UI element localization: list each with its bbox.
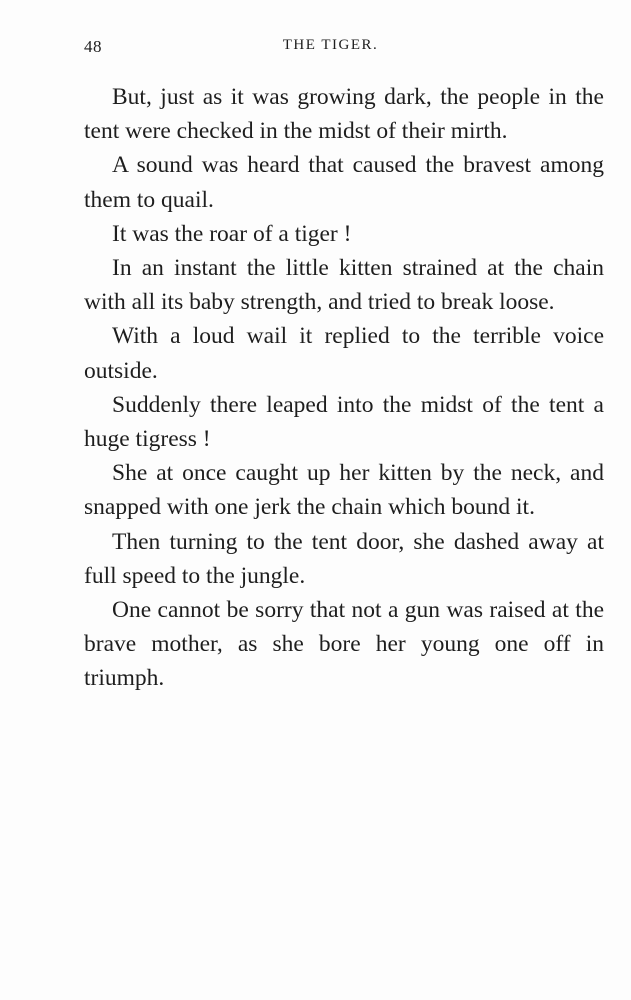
- paragraph: Then turning to the tent door, she dashed away at full speed to the jungle.: [84, 528, 604, 589]
- paragraph: One cannot be sorry that not a gun was raised at the brave mother, as she bore her young one off in triumph.: [84, 597, 604, 692]
- paragraph: A sound was heard that caused the bravest among them to quail.: [84, 152, 604, 213]
- paragraph: Suddenly there leaped into the midst of the tent a huge tigress !: [84, 391, 604, 453]
- page-number: 48: [84, 37, 102, 56]
- running-head: THE TIGER.: [282, 37, 379, 53]
- body-text: [84, 80, 604, 696]
- paragraph: In an instant the little kitten strained at the chain with all its baby strength, and tried to break loose.: [84, 255, 604, 316]
- paragraph: She at once caught up her kitten by the neck, and snapped with one jerk the chain which bound it.: [84, 460, 604, 521]
- paragraph: But, just as it was growing dark, the people in the tent were checked in the midst of their mirth.: [84, 84, 604, 145]
- paragraph: With a loud wail it replied to the terrible voice outside.: [84, 323, 604, 384]
- paragraph: It was the roar of a tiger !: [112, 220, 352, 247]
